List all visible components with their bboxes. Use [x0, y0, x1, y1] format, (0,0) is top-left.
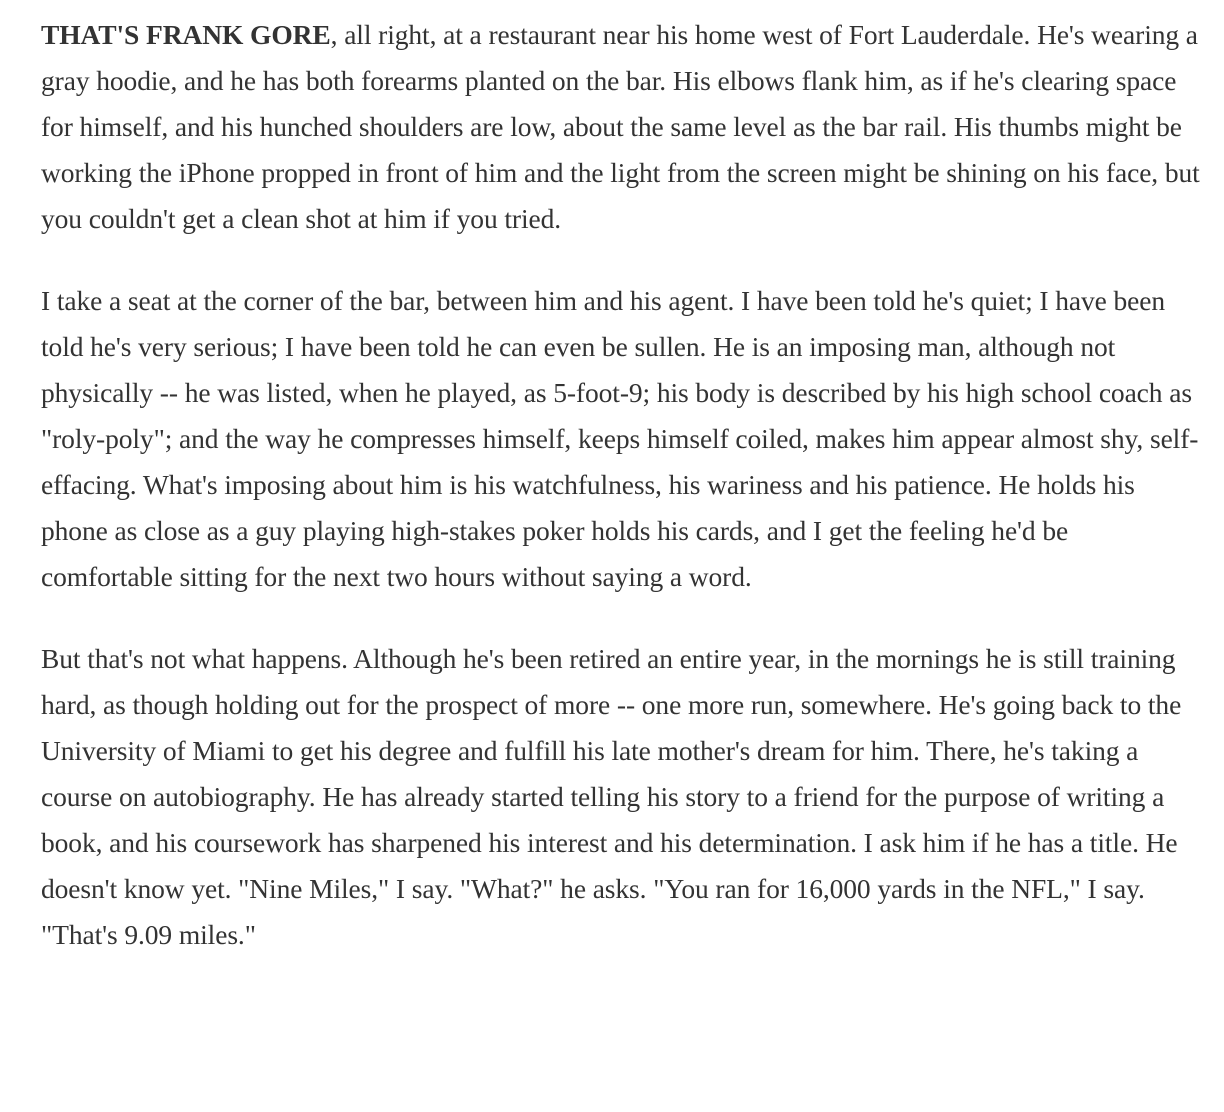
paragraph-text: I take a seat at the corner of the bar, between him and his agent. I have been told he's quiet; I have been told he's very serious; I have been told he can even be sullen. He is an imposing man, although not physically -- he was listed, when he played, as 5-foot-9; his body is described by his high school coach as "roly-poly"; and the way he compresses himself, keeps himself coiled, makes him appear almost shy, self-effacing. What's imposing about him is his watchfulness, his wariness and his patience. He holds his phone as close as a guy playing high-stakes poker holds his cards, and I get the feeling he'd be comfortable sitting for the next two hours without saying a word.: [41, 285, 1199, 592]
paragraph-1: [41, 12, 1201, 242]
article-body: [41, 12, 1201, 994]
paragraph-text: But that's not what happens. Although he's been retired an entire year, in the mornings he is still training hard, as though holding out for the prospect of more -- one more run, somewhere. He's going back to the University of Miami to get his degree and fulfill his late mother's dream for him. There, he's taking a course on autobiography. He has already started telling his story to a friend for the purpose of writing a book, and his coursework has sharpened his interest and his determination. I ask him if he has a title. He doesn't know yet. "Nine Miles," I say. "What?" he asks. "You ran for 16,000 yards in the NFL," I say. "That's 9.09 miles.": [41, 643, 1182, 950]
paragraph-2: [41, 278, 1201, 600]
paragraph-lead: THAT'S FRANK GORE: [41, 19, 331, 50]
paragraph-text: , all right, at a restaurant near his home west of Fort Lauderdale. He's wearing a gray hoodie, and he has both forearms planted on the bar. His elbows flank him, as if he's clearing space for himself, and his hunched shoulders are low, about the same level as the bar rail. His thumbs might be working the iPhone propped in front of him and the light from the screen might be shining on his face, but you couldn't get a clean shot at him if you tried.: [41, 19, 1200, 234]
paragraph-3: [41, 636, 1201, 958]
